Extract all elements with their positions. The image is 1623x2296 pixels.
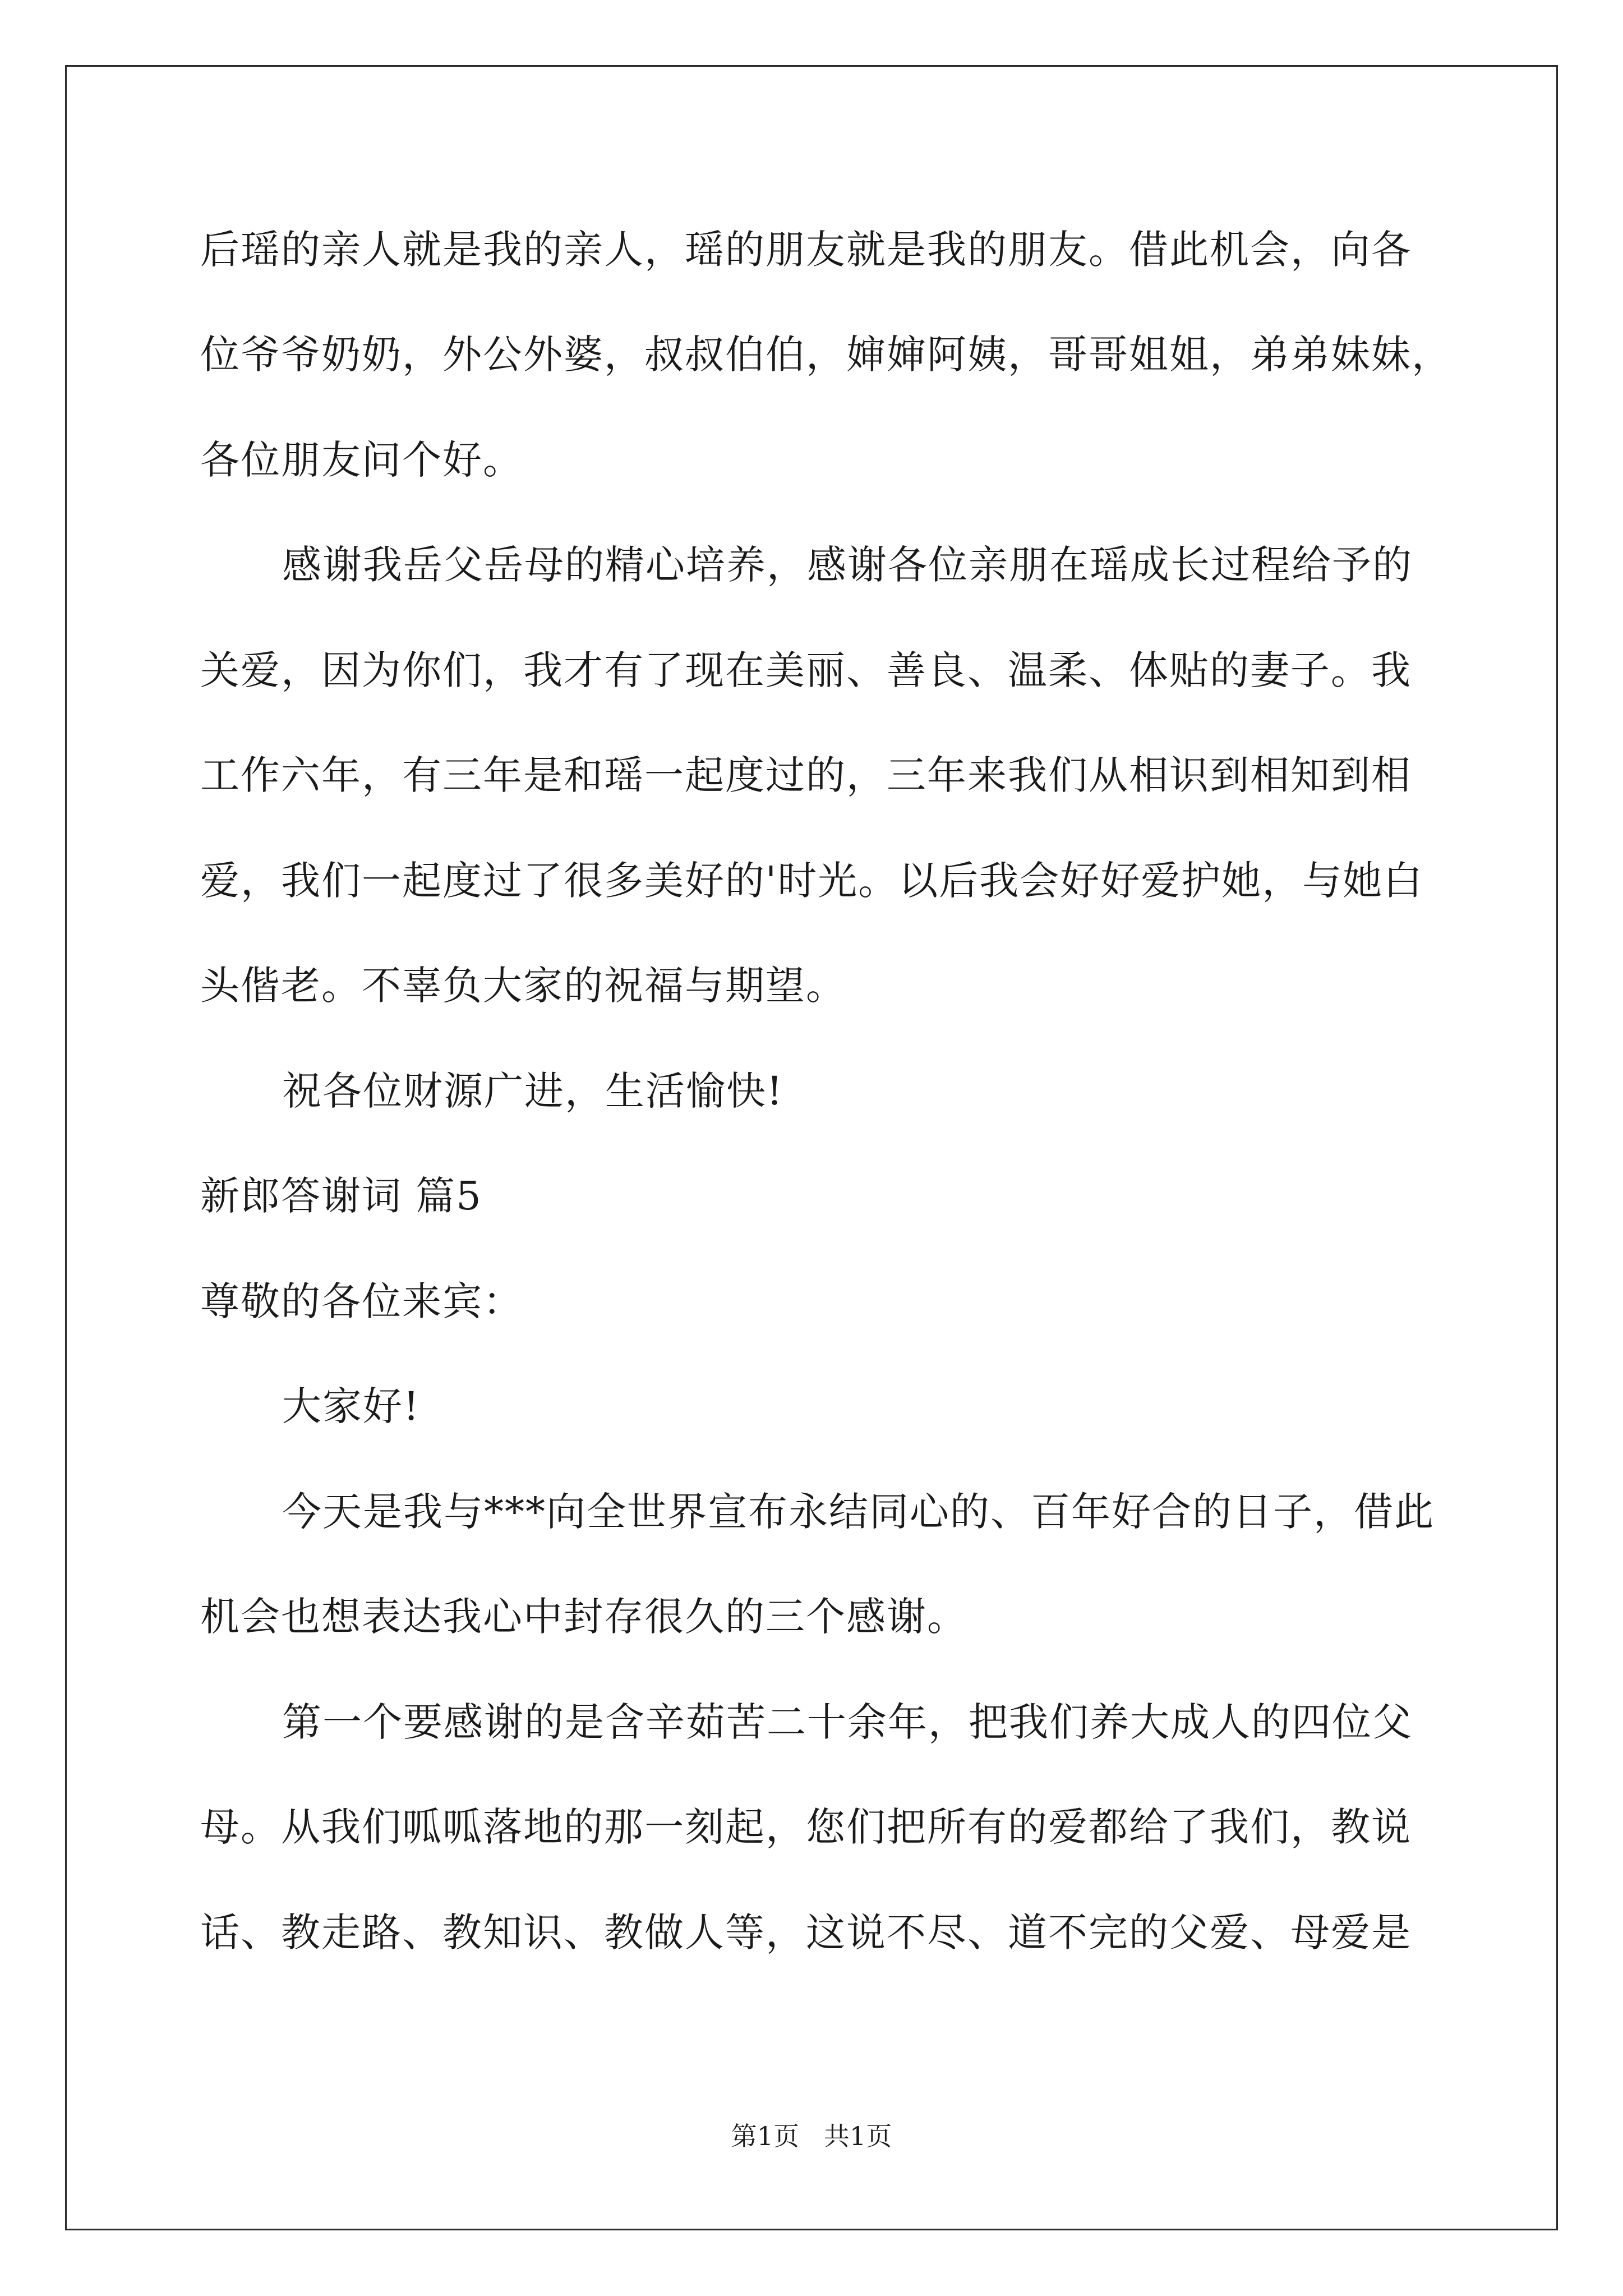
section-heading: 新郎答谢词 篇5: [200, 1173, 482, 1219]
text-line: 机会也想表达我心中封存很久的三个感谢。: [200, 1594, 967, 1640]
text-line: 后瑶的亲人就是我的亲人，瑶的朋友就是我的朋友。借此机会，向各: [200, 227, 1412, 273]
text-line: 关爱，因为你们，我才有了现在美丽、善良、温柔、体贴的妻子。我: [200, 647, 1412, 693]
text-line: 今天是我与***向全世界宣布永结同心的、百年好合的日子，借此: [282, 1489, 1435, 1535]
text-line: 话、教走路、教知识、教做人等，这说不尽、道不完的父爱、母爱是: [200, 1910, 1412, 1955]
text-line: 爱，我们一起度过了很多美好的'时光。以后我会好好爱护她，与她白: [200, 858, 1424, 904]
text-line: 头偕老。不辜负大家的祝福与期望。: [200, 963, 846, 1009]
text-line: 感谢我岳父岳母的精心培养，感谢各位亲朋在瑶成长过程给予的: [282, 542, 1413, 588]
page-frame: [65, 65, 1558, 2230]
text-line: 位爷爷奶奶，外公外婆，叔叔伯伯，婶婶阿姨，哥哥姐姐，弟弟妹妹，: [200, 332, 1452, 378]
text-line: 各位朋友问个好。: [200, 437, 523, 483]
text-line: 祝各位财源广进，生活愉快!: [282, 1068, 784, 1114]
text-line: 第一个要感谢的是含辛茹苦二十余年，把我们养大成人的四位父: [282, 1699, 1413, 1745]
greeting: 大家好!: [282, 1383, 421, 1429]
salutation: 尊敬的各位来宾：: [200, 1278, 523, 1324]
text-line: 母。从我们呱呱落地的那一刻起，您们把所有的爱都给了我们，教说: [200, 1804, 1412, 1850]
text-line: 工作六年，有三年是和瑶一起度过的，三年来我们从相识到相知到相: [200, 752, 1412, 798]
page-footer: 第1页 共1页: [731, 2121, 892, 2151]
